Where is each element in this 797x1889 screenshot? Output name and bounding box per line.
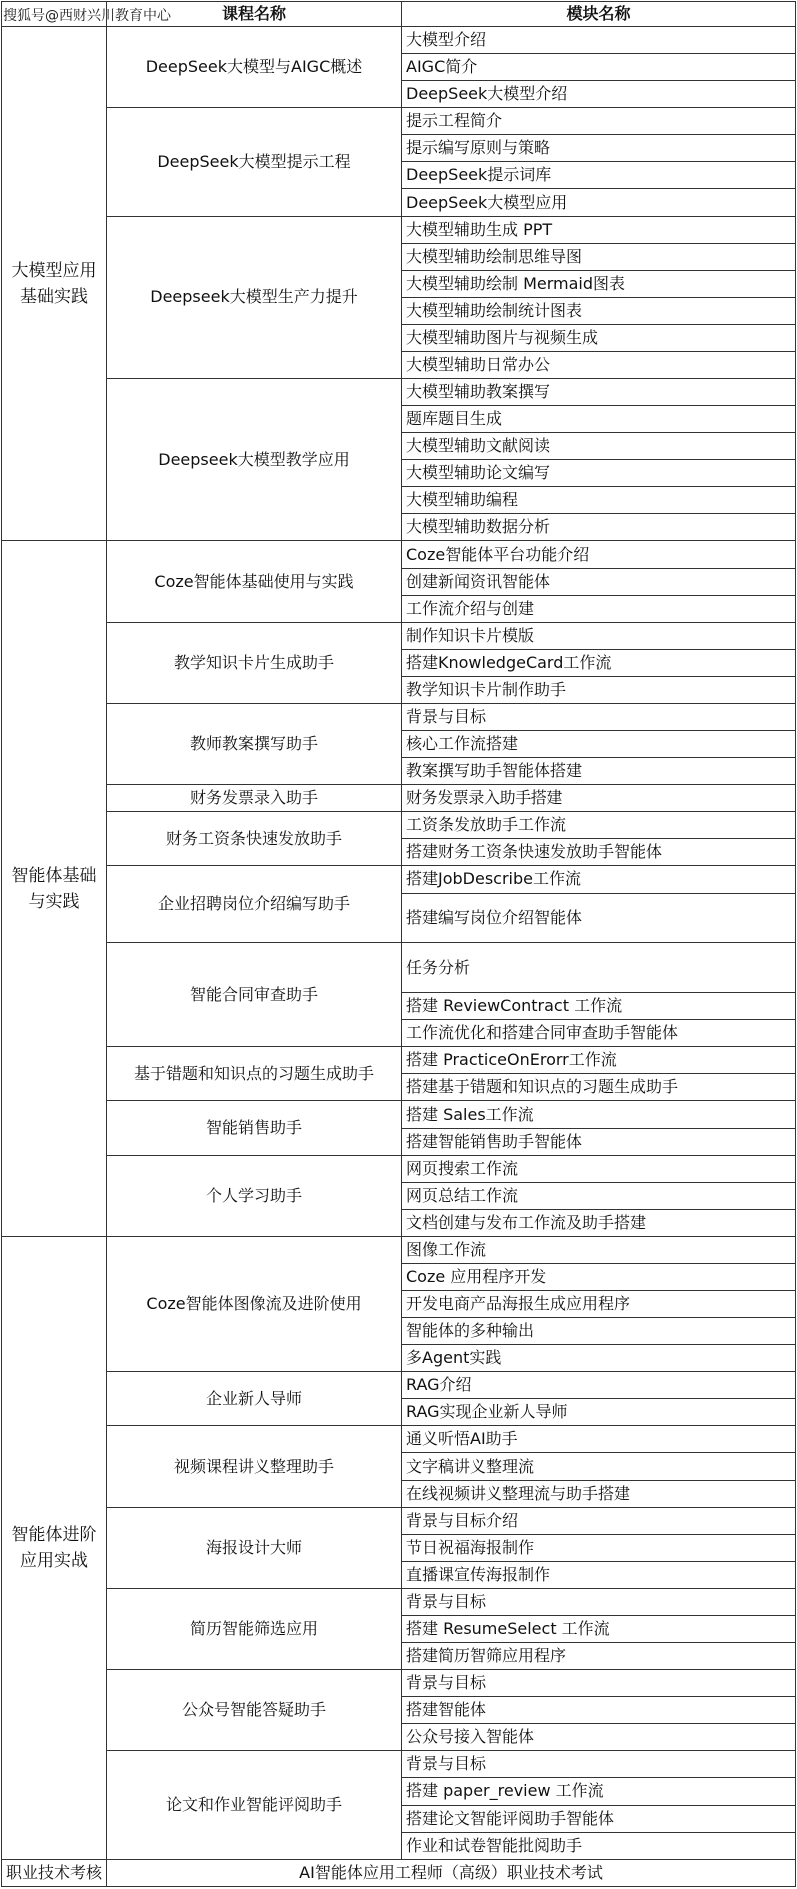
module-name-cell: 搭建财务工资条快速发放助手智能体 bbox=[402, 839, 796, 866]
module-name-cell: 背景与目标 bbox=[402, 1670, 796, 1697]
module-name-cell: 教案撰写助手智能体搭建 bbox=[402, 758, 796, 785]
module-name-cell: 搭建JobDescribe工作流 bbox=[402, 866, 796, 893]
course-name-cell: Deepseek大模型生产力提升 bbox=[107, 216, 402, 378]
module-name-cell: DeepSeek大模型应用 bbox=[402, 189, 796, 216]
module-name-cell: DeepSeek提示词库 bbox=[402, 162, 796, 189]
course-name-cell: 论文和作业智能评阅助手 bbox=[107, 1751, 402, 1859]
module-name-cell: 搭建 paper_review 工作流 bbox=[402, 1778, 796, 1805]
table-row bbox=[2, 622, 796, 649]
course-name-cell: 企业新人导师 bbox=[107, 1372, 402, 1426]
module-name-cell: 搭建基于错题和知识点的习题生成助手 bbox=[402, 1074, 796, 1101]
module-name-cell: 大模型介绍 bbox=[402, 27, 796, 54]
module-name-cell: 文档创建与发布工作流及助手搭建 bbox=[402, 1209, 796, 1236]
table-row bbox=[2, 866, 796, 893]
module-name-cell: 搭建 ResumeSelect 工作流 bbox=[402, 1615, 796, 1642]
course-name-cell: 企业招聘岗位介绍编写助手 bbox=[107, 866, 402, 943]
course-name-cell: 个人学习助手 bbox=[107, 1155, 402, 1236]
module-name-cell: 开发电商产品海报生成应用程序 bbox=[402, 1291, 796, 1318]
course-name-cell: 财务发票录入助手 bbox=[107, 785, 402, 812]
module-name-cell: 搭建 ReviewContract 工作流 bbox=[402, 993, 796, 1020]
module-name-cell: 多Agent实践 bbox=[402, 1345, 796, 1372]
module-name-cell: 题库题目生成 bbox=[402, 406, 796, 433]
table-row bbox=[2, 1670, 796, 1697]
table-row bbox=[2, 1101, 796, 1128]
table-row bbox=[2, 541, 796, 568]
module-name-cell: 搭建KnowledgeCard工作流 bbox=[402, 649, 796, 676]
table-row bbox=[2, 1588, 796, 1615]
table-row bbox=[2, 27, 796, 54]
course-name-cell: Coze智能体基础使用与实践 bbox=[107, 541, 402, 622]
course-name-cell: 智能合同审查助手 bbox=[107, 943, 402, 1047]
table-row bbox=[2, 379, 796, 406]
module-name-cell: 搭建 Sales工作流 bbox=[402, 1101, 796, 1128]
course-name-cell: 简历智能筛选应用 bbox=[107, 1588, 402, 1669]
course-name-cell: 财务工资条快速发放助手 bbox=[107, 812, 402, 866]
module-name-cell: 搭建论文智能评阅助手智能体 bbox=[402, 1805, 796, 1832]
course-name-cell: 视频课程讲义整理助手 bbox=[107, 1426, 402, 1507]
module-name-cell: 大模型辅助绘制思维导图 bbox=[402, 243, 796, 270]
module-name-cell: 工作流介绍与创建 bbox=[402, 595, 796, 622]
module-name-cell: 背景与目标 bbox=[402, 1751, 796, 1778]
module-name-cell: 搭建智能销售助手智能体 bbox=[402, 1128, 796, 1155]
table-row bbox=[2, 1047, 796, 1074]
watermark-text: 搜狐号@西财兴川教育中心 bbox=[3, 8, 171, 24]
module-name-cell: 图像工作流 bbox=[402, 1236, 796, 1263]
module-name-cell: 搭建智能体 bbox=[402, 1697, 796, 1724]
module-name-cell: 直播课宣传海报制作 bbox=[402, 1561, 796, 1588]
table-row bbox=[2, 785, 796, 812]
module-name-cell: 背景与目标 bbox=[402, 703, 796, 730]
module-name-cell: 教学知识卡片制作助手 bbox=[402, 676, 796, 703]
course-name-cell: Coze智能体图像流及进阶使用 bbox=[107, 1236, 402, 1371]
module-name-cell: 通义听悟AI助手 bbox=[402, 1426, 796, 1453]
module-name-cell: 任务分析 bbox=[402, 943, 796, 993]
course-name-cell: DeepSeek大模型与AIGC概述 bbox=[107, 27, 402, 108]
module-name-cell: RAG实现企业新人导师 bbox=[402, 1399, 796, 1426]
course-name-cell: 海报设计大师 bbox=[107, 1507, 402, 1588]
module-name-cell: 大模型辅助图片与视频生成 bbox=[402, 324, 796, 351]
header-module: 模块名称 bbox=[402, 2, 796, 27]
category-cell: 智能体基础与实践 bbox=[2, 541, 107, 1236]
course-name-cell: 教师教案撰写助手 bbox=[107, 703, 402, 784]
table-row bbox=[2, 216, 796, 243]
table-row bbox=[2, 1155, 796, 1182]
module-name-cell: 大模型辅助编程 bbox=[402, 487, 796, 514]
course-name-cell: DeepSeek大模型提示工程 bbox=[107, 108, 402, 216]
footer-category-cell: 职业技术考核 bbox=[2, 1859, 107, 1886]
module-name-cell: 创建新闻资讯智能体 bbox=[402, 568, 796, 595]
module-name-cell: 作业和试卷智能批阅助手 bbox=[402, 1832, 796, 1859]
table-body bbox=[2, 27, 796, 1887]
category-cell: 智能体进阶应用实战 bbox=[2, 1236, 107, 1859]
module-name-cell: 大模型辅助绘制统计图表 bbox=[402, 297, 796, 324]
module-name-cell: 智能体的多种输出 bbox=[402, 1318, 796, 1345]
module-name-cell: 大模型辅助生成 PPT bbox=[402, 216, 796, 243]
module-name-cell: 搭建简历智筛应用程序 bbox=[402, 1643, 796, 1670]
table-row bbox=[2, 943, 796, 993]
table-row bbox=[2, 1751, 796, 1778]
course-name-cell: 教学知识卡片生成助手 bbox=[107, 622, 402, 703]
module-name-cell: AIGC简介 bbox=[402, 54, 796, 81]
module-name-cell: 工资条发放助手工作流 bbox=[402, 812, 796, 839]
course-name-cell: 基于错题和知识点的习题生成助手 bbox=[107, 1047, 402, 1101]
module-name-cell: 大模型辅助日常办公 bbox=[402, 351, 796, 378]
module-name-cell: 搭建编写岗位介绍智能体 bbox=[402, 893, 796, 943]
module-name-cell: 网页总结工作流 bbox=[402, 1182, 796, 1209]
module-name-cell: 大模型辅助文献阅读 bbox=[402, 433, 796, 460]
module-name-cell: RAG介绍 bbox=[402, 1372, 796, 1399]
module-name-cell: 大模型辅助数据分析 bbox=[402, 514, 796, 541]
module-name-cell: 网页搜索工作流 bbox=[402, 1155, 796, 1182]
table-row bbox=[2, 108, 796, 135]
table-row bbox=[2, 1507, 796, 1534]
module-name-cell: 核心工作流搭建 bbox=[402, 731, 796, 758]
module-name-cell: 工作流优化和搭建合同审查助手智能体 bbox=[402, 1020, 796, 1047]
table-row bbox=[2, 1372, 796, 1399]
module-name-cell: 大模型辅助教案撰写 bbox=[402, 379, 796, 406]
module-name-cell: 提示编写原则与策略 bbox=[402, 135, 796, 162]
table-row bbox=[2, 1426, 796, 1453]
table-row bbox=[2, 812, 796, 839]
header-course: 课程名称 bbox=[107, 2, 402, 27]
module-name-cell: 公众号接入智能体 bbox=[402, 1724, 796, 1751]
course-name-cell: Deepseek大模型教学应用 bbox=[107, 379, 402, 541]
module-name-cell: 搭建 PracticeOnErorr工作流 bbox=[402, 1047, 796, 1074]
module-name-cell: Coze智能体平台功能介绍 bbox=[402, 541, 796, 568]
module-name-cell: 大模型辅助绘制 Mermaid图表 bbox=[402, 270, 796, 297]
module-name-cell: 财务发票录入助手搭建 bbox=[402, 785, 796, 812]
module-name-cell: 提示工程简介 bbox=[402, 108, 796, 135]
category-cell: 大模型应用基础实践 bbox=[2, 27, 107, 541]
module-name-cell: 制作知识卡片模版 bbox=[402, 622, 796, 649]
module-name-cell: 在线视频讲义整理流与助手搭建 bbox=[402, 1480, 796, 1507]
footer-row bbox=[2, 1859, 796, 1886]
table-row bbox=[2, 703, 796, 730]
module-name-cell: 背景与目标 bbox=[402, 1588, 796, 1615]
module-name-cell: Coze 应用程序开发 bbox=[402, 1263, 796, 1290]
curriculum-table bbox=[1, 1, 796, 1887]
module-name-cell: DeepSeek大模型介绍 bbox=[402, 81, 796, 108]
footer-exam-cell: AI智能体应用工程师（高级）职业技术考试 bbox=[107, 1859, 796, 1886]
course-name-cell: 公众号智能答疑助手 bbox=[107, 1670, 402, 1751]
course-name-cell: 智能销售助手 bbox=[107, 1101, 402, 1155]
module-name-cell: 背景与目标介绍 bbox=[402, 1507, 796, 1534]
table-row bbox=[2, 1236, 796, 1263]
module-name-cell: 文字稿讲义整理流 bbox=[402, 1453, 796, 1480]
module-name-cell: 大模型辅助论文编写 bbox=[402, 460, 796, 487]
module-name-cell: 节日祝福海报制作 bbox=[402, 1534, 796, 1561]
